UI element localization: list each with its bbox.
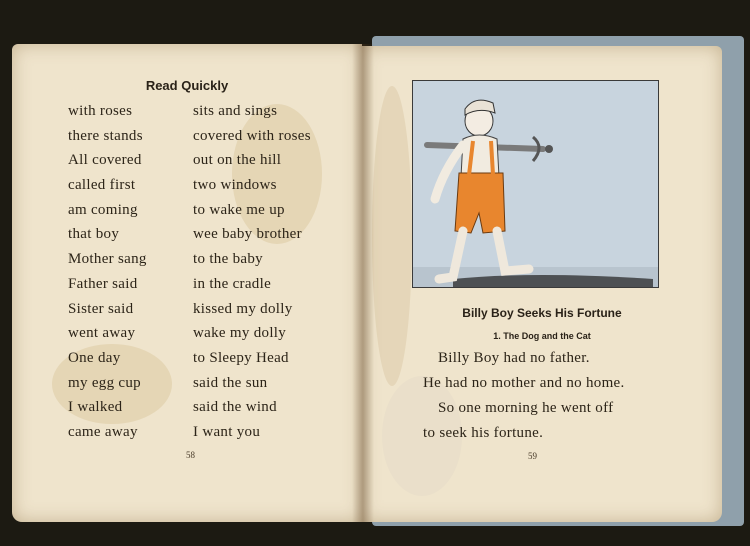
story-line: Billy Boy had no father.: [438, 350, 590, 366]
boy-with-sword-illustration: [413, 81, 658, 287]
word-phrase: Father said: [68, 275, 138, 292]
word-phrase: went away: [68, 325, 136, 342]
word-phrase: wee baby brother: [193, 226, 302, 243]
word-phrase: to wake me up: [193, 201, 285, 218]
word-phrase: Sister said: [68, 300, 134, 317]
word-phrase: to the baby: [193, 251, 263, 268]
word-phrase: came away: [68, 423, 138, 440]
story-illustration: [412, 80, 659, 288]
story-line: So one morning he went off: [438, 400, 614, 416]
word-phrase: kissed my dolly: [193, 300, 293, 317]
story-line: to seek his fortune.: [423, 425, 544, 441]
word-phrase: I want you: [193, 423, 261, 440]
word-phrase: out on the hill: [193, 152, 282, 169]
right-page-number: 59: [528, 451, 537, 461]
word-phrase: two windows: [193, 177, 277, 194]
word-phrase: Mother sang: [68, 251, 147, 268]
word-column-2: [193, 99, 311, 445]
word-phrase: called first: [68, 177, 136, 194]
word-phrase: to Sleepy Head: [193, 349, 289, 366]
word-phrase: wake my dolly: [193, 325, 287, 342]
word-phrase: with roses: [68, 103, 133, 119]
word-phrase: said the wind: [193, 399, 277, 416]
story-title: Billy Boy Seeks His Fortune: [462, 306, 622, 320]
word-phrase: I walked: [68, 399, 123, 416]
word-phrase: my egg cup: [68, 374, 141, 391]
word-phrase: am coming: [68, 201, 138, 218]
word-phrase: in the cradle: [193, 275, 272, 292]
word-phrase: covered with roses: [193, 127, 311, 144]
word-phrase: One day: [68, 349, 121, 366]
word-column-1: [68, 99, 147, 445]
page-heading: Read Quickly: [145, 78, 229, 93]
left-page-number: 58: [186, 450, 195, 460]
word-phrase: there stands: [68, 127, 143, 144]
book-gutter: [352, 44, 374, 522]
word-phrase: that boy: [68, 226, 120, 243]
word-phrase: All covered: [68, 152, 142, 169]
story-subtitle: 1. The Dog and the Cat: [493, 331, 591, 341]
story-line: He had no mother and no home.: [423, 375, 625, 391]
word-phrase: sits and sings: [193, 103, 278, 119]
word-phrase: said the sun: [193, 374, 268, 391]
